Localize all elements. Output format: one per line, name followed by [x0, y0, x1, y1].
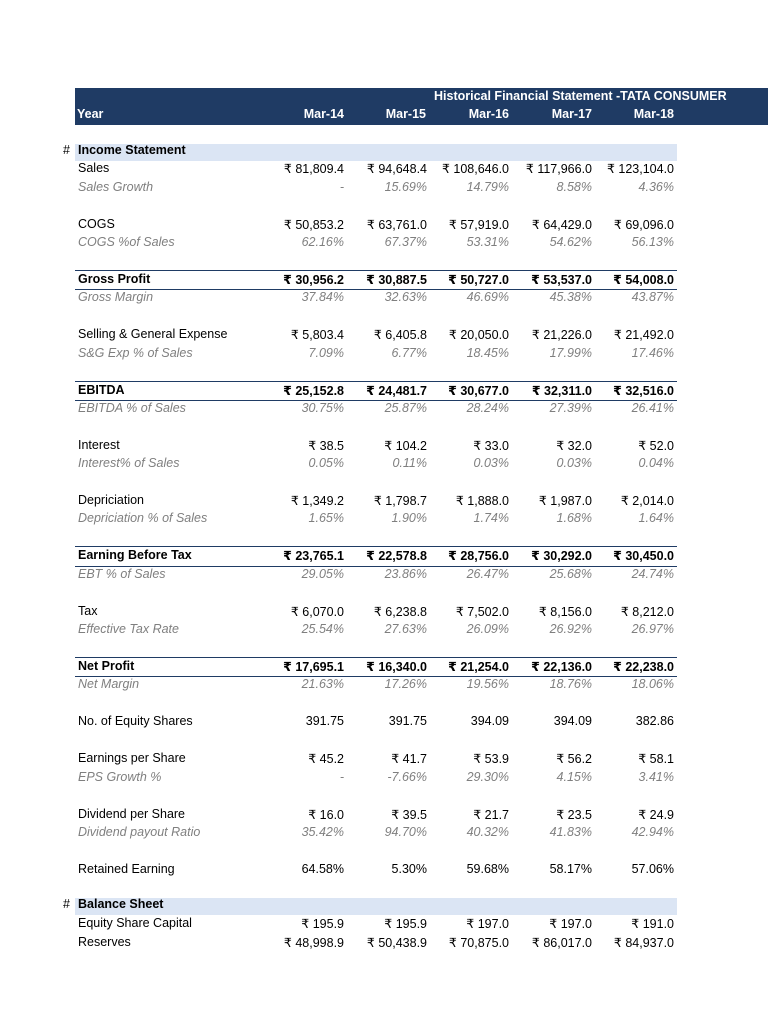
cell-ebitda-mar-14: ₹ 25,152.8: [283, 383, 344, 398]
cell-cogs-mar-17: ₹ 64,429.0: [531, 217, 592, 232]
cell-depriciation-mar-17: ₹ 1,987.0: [538, 494, 592, 509]
row-label-ebitda-of-sales: EBITDA % of Sales: [78, 400, 186, 415]
row-label-net-margin: Net Margin: [78, 677, 140, 692]
cell-earnings-per-share-mar-14: ₹ 45.2: [308, 752, 344, 767]
cell-dividend-per-share-mar-14: ₹ 16.0: [308, 807, 344, 822]
cell-earning-before-tax-mar-17: ₹ 30,292.0: [531, 549, 592, 564]
cell-equity-share-capital-mar-15: ₹ 195.9: [384, 917, 427, 932]
cell-retained-earning-mar-14: 64.58%: [301, 861, 344, 876]
divider-top-ebitda: [75, 381, 677, 382]
row-label-sales-growth: Sales Growth: [78, 179, 154, 194]
cell-sales-mar-17: ₹ 117,966.0: [525, 162, 592, 177]
cell-interest-mar-14: ₹ 38.5: [308, 438, 344, 453]
cell-dividend-payout-ratio-mar-18: 42.94%: [631, 824, 674, 839]
row-label-equity-share-capital: Equity Share Capital: [78, 916, 192, 931]
cell-ebitda-mar-15: ₹ 24,481.7: [366, 383, 427, 398]
cell-gross-profit-mar-16: ₹ 50,727.0: [448, 272, 509, 287]
cell-earning-before-tax-mar-16: ₹ 28,756.0: [448, 549, 509, 564]
cell-ebitda-mar-17: ₹ 32,311.0: [531, 383, 592, 398]
divider-bottom-ebitda: [75, 400, 677, 401]
cell-selling-general-expense-mar-14: ₹ 5,803.4: [290, 328, 344, 343]
cell-earnings-per-share-mar-15: ₹ 41.7: [391, 752, 427, 767]
cell-interest-of-sales-mar-17: 0.03%: [556, 456, 592, 471]
cell-eps-growth-mar-18: 3.41%: [638, 769, 674, 784]
divider-top-gross-profit: [75, 270, 677, 271]
cell-depriciation-of-sales-mar-17: 1.68%: [556, 511, 592, 526]
row-label-effective-tax-rate: Effective Tax Rate: [78, 622, 179, 636]
cell-no-of-equity-shares-mar-14: 391.75: [305, 714, 344, 729]
year-header-mar-18: Mar-18: [633, 107, 674, 121]
cell-interest-mar-17: ₹ 32.0: [556, 438, 592, 453]
row-label-sales: Sales: [78, 161, 110, 176]
cell-dividend-per-share-mar-18: ₹ 24.9: [638, 807, 674, 822]
cell-sales-mar-16: ₹ 108,646.0: [441, 162, 509, 177]
row-label-earning-before-tax: Earning Before Tax: [78, 548, 192, 563]
cell-effective-tax-rate-mar-17: 26.92%: [549, 622, 592, 636]
cell-net-margin-mar-17: 18.76%: [549, 677, 592, 692]
cell-reserves-mar-14: ₹ 48,998.9: [283, 936, 344, 951]
cell-dividend-per-share-mar-17: ₹ 23.5: [556, 807, 592, 822]
cell-ebt-of-sales-mar-15: 23.86%: [384, 566, 427, 581]
cell-s-g-exp-of-sales-mar-15: 6.77%: [391, 345, 427, 360]
cell-cogs-mar-16: ₹ 57,919.0: [448, 217, 509, 232]
cell-net-margin-mar-18: 18.06%: [631, 677, 674, 692]
cell-ebitda-of-sales-mar-15: 25.87%: [384, 400, 427, 415]
year-column-header: Year: [77, 107, 104, 121]
cell-gross-margin-mar-18: 43.87%: [631, 290, 674, 305]
row-label-net-profit: Net Profit: [78, 659, 135, 673]
cell-eps-growth-mar-15: -7.66%: [387, 769, 427, 784]
cell-no-of-equity-shares-mar-18: 382.86: [635, 714, 674, 729]
balance-sheet-marker: #: [63, 897, 70, 911]
divider-bottom-earning-before-tax: [75, 566, 677, 567]
cell-depriciation-mar-16: ₹ 1,888.0: [455, 494, 509, 509]
row-label-selling-general-expense: Selling & General Expense: [78, 327, 228, 342]
row-label-depriciation-of-sales: Depriciation % of Sales: [78, 511, 208, 526]
cell-dividend-per-share-mar-15: ₹ 39.5: [391, 807, 427, 822]
cell-equity-share-capital-mar-17: ₹ 197.0: [549, 917, 592, 932]
row-label-interest-of-sales: Interest% of Sales: [78, 456, 180, 471]
cell-eps-growth-mar-17: 4.15%: [556, 769, 592, 784]
cell-eps-growth-mar-14: -: [339, 769, 344, 784]
cell-equity-share-capital-mar-16: ₹ 197.0: [466, 917, 509, 932]
cell-eps-growth-mar-16: 29.30%: [466, 769, 509, 784]
year-header-mar-15: Mar-15: [385, 107, 426, 121]
cell-ebitda-mar-16: ₹ 30,677.0: [448, 383, 509, 398]
year-header-mar-14: Mar-14: [303, 107, 344, 121]
cell-depriciation-mar-18: ₹ 2,014.0: [620, 494, 674, 509]
row-label-gross-profit: Gross Profit: [78, 271, 151, 286]
cell-interest-mar-16: ₹ 33.0: [473, 438, 509, 453]
cell-tax-mar-18: ₹ 8,212.0: [620, 604, 674, 619]
row-label-earnings-per-share: Earnings per Share: [78, 751, 186, 766]
cell-tax-mar-14: ₹ 6,070.0: [290, 604, 344, 619]
cell-effective-tax-rate-mar-15: 27.63%: [384, 622, 427, 636]
cell-depriciation-of-sales-mar-18: 1.64%: [638, 511, 674, 526]
cell-sales-growth-mar-17: 8.58%: [556, 179, 592, 194]
cell-tax-mar-15: ₹ 6,238.8: [373, 604, 427, 619]
cell-dividend-payout-ratio-mar-17: 41.83%: [549, 824, 592, 839]
cell-no-of-equity-shares-mar-17: 394.09: [553, 714, 592, 729]
cell-ebt-of-sales-mar-17: 25.68%: [549, 566, 592, 581]
cell-sales-mar-18: ₹ 123,104.0: [606, 162, 674, 177]
income-statement-marker: #: [63, 143, 70, 157]
cell-ebitda-of-sales-mar-18: 26.41%: [631, 400, 674, 415]
cell-net-profit-mar-16: ₹ 21,254.0: [448, 660, 509, 674]
cell-sales-growth-mar-14: -: [339, 179, 344, 194]
cell-net-profit-mar-18: ₹ 22,238.0: [613, 660, 674, 674]
cell-depriciation-of-sales-mar-15: 1.90%: [391, 511, 427, 526]
cell-depriciation-mar-14: ₹ 1,349.2: [290, 494, 344, 509]
row-label-eps-growth: EPS Growth %: [78, 769, 162, 784]
cell-ebitda-mar-18: ₹ 32,516.0: [613, 383, 674, 398]
cell-gross-profit-mar-15: ₹ 30,887.5: [366, 272, 427, 287]
row-label-cogs: COGS: [78, 216, 115, 231]
cell-cogs-of-sales-mar-14: 62.16%: [301, 234, 344, 249]
row-label-retained-earning: Retained Earning: [78, 861, 175, 876]
cell-earnings-per-share-mar-16: ₹ 53.9: [473, 752, 509, 767]
cell-net-margin-mar-16: 19.56%: [466, 677, 509, 692]
cell-net-margin-mar-14: 21.63%: [301, 677, 344, 692]
row-label-ebitda: EBITDA: [78, 382, 125, 397]
row-label-no-of-equity-shares: No. of Equity Shares: [78, 714, 193, 729]
cell-s-g-exp-of-sales-mar-14: 7.09%: [308, 345, 344, 360]
row-label-dividend-per-share: Dividend per Share: [78, 806, 186, 821]
cell-interest-mar-18: ₹ 52.0: [638, 438, 674, 453]
cell-depriciation-mar-15: ₹ 1,798.7: [373, 494, 427, 509]
cell-interest-of-sales-mar-15: 0.11%: [392, 456, 427, 471]
cell-dividend-payout-ratio-mar-14: 35.42%: [301, 824, 344, 839]
cell-gross-margin-mar-14: 37.84%: [301, 290, 344, 305]
cell-earning-before-tax-mar-14: ₹ 23,765.1: [283, 549, 344, 564]
statement-title: Historical Financial Statement -TATA CONSUMER: [434, 89, 727, 103]
cell-dividend-payout-ratio-mar-15: 94.70%: [384, 824, 427, 839]
cell-sales-mar-15: ₹ 94,648.4: [366, 162, 427, 177]
cell-net-margin-mar-15: 17.26%: [384, 677, 427, 692]
cell-ebitda-of-sales-mar-16: 28.24%: [466, 400, 509, 415]
cell-cogs-of-sales-mar-18: 56.13%: [631, 234, 674, 249]
row-label-dividend-payout-ratio: Dividend payout Ratio: [78, 824, 201, 839]
year-header-mar-17: Mar-17: [551, 107, 592, 121]
cell-ebitda-of-sales-mar-17: 27.39%: [549, 400, 592, 415]
row-label-interest: Interest: [78, 437, 120, 452]
cell-cogs-of-sales-mar-17: 54.62%: [549, 234, 592, 249]
cell-interest-mar-15: ₹ 104.2: [384, 438, 427, 453]
row-label-depriciation: Depriciation: [78, 493, 145, 508]
cell-depriciation-of-sales-mar-14: 1.65%: [308, 511, 344, 526]
cell-earnings-per-share-mar-18: ₹ 58.1: [638, 752, 674, 767]
divider-bottom-gross-profit: [75, 289, 677, 290]
cell-selling-general-expense-mar-18: ₹ 21,492.0: [613, 328, 674, 343]
cell-tax-mar-17: ₹ 8,156.0: [538, 604, 592, 619]
cell-reserves-mar-17: ₹ 86,017.0: [531, 936, 592, 951]
cell-gross-profit-mar-14: ₹ 30,956.2: [283, 272, 344, 287]
balance-sheet-band: [75, 898, 677, 915]
cell-no-of-equity-shares-mar-16: 394.09: [470, 714, 509, 729]
cell-net-profit-mar-14: ₹ 17,695.1: [283, 660, 344, 674]
row-label-cogs-of-sales: COGS %of Sales: [78, 234, 175, 249]
cell-retained-earning-mar-16: 59.68%: [466, 861, 509, 876]
row-label-gross-margin: Gross Margin: [78, 290, 154, 305]
cell-cogs-mar-14: ₹ 50,853.2: [283, 217, 344, 232]
cell-interest-of-sales-mar-16: 0.03%: [473, 456, 509, 471]
balance-sheet-title: Balance Sheet: [78, 897, 164, 911]
cell-ebitda-of-sales-mar-14: 30.75%: [301, 400, 344, 415]
cell-cogs-of-sales-mar-15: 67.37%: [384, 234, 427, 249]
cell-retained-earning-mar-15: 5.30%: [391, 861, 427, 876]
cell-equity-share-capital-mar-14: ₹ 195.9: [301, 917, 344, 932]
cell-net-profit-mar-17: ₹ 22,136.0: [531, 660, 592, 674]
cell-gross-margin-mar-16: 46.69%: [466, 290, 509, 305]
cell-dividend-per-share-mar-16: ₹ 21.7: [473, 807, 509, 822]
cell-ebt-of-sales-mar-14: 29.05%: [301, 566, 344, 581]
cell-s-g-exp-of-sales-mar-16: 18.45%: [466, 345, 509, 360]
income-statement-title: Income Statement: [78, 143, 186, 157]
cell-effective-tax-rate-mar-16: 26.09%: [466, 622, 509, 636]
row-label-s-g-exp-of-sales: S&G Exp % of Sales: [78, 345, 193, 360]
cell-sales-growth-mar-15: 15.69%: [384, 179, 427, 194]
cell-gross-margin-mar-17: 45.38%: [549, 290, 592, 305]
cell-s-g-exp-of-sales-mar-18: 17.46%: [631, 345, 674, 360]
cell-cogs-of-sales-mar-16: 53.31%: [466, 234, 509, 249]
cell-depriciation-of-sales-mar-16: 1.74%: [473, 511, 509, 526]
cell-reserves-mar-16: ₹ 70,875.0: [448, 936, 509, 951]
cell-retained-earning-mar-18: 57.06%: [631, 861, 674, 876]
year-header-mar-16: Mar-16: [468, 107, 509, 121]
cell-sales-growth-mar-18: 4.36%: [638, 179, 674, 194]
cell-effective-tax-rate-mar-14: 25.54%: [301, 622, 344, 636]
cell-sales-growth-mar-16: 14.79%: [466, 179, 509, 194]
divider-top-net-profit: [75, 657, 677, 658]
cell-selling-general-expense-mar-15: ₹ 6,405.8: [373, 328, 427, 343]
cell-earning-before-tax-mar-15: ₹ 22,578.8: [366, 549, 427, 564]
cell-earning-before-tax-mar-18: ₹ 30,450.0: [613, 549, 674, 564]
cell-reserves-mar-15: ₹ 50,438.9: [366, 936, 427, 951]
cell-gross-margin-mar-15: 32.63%: [384, 290, 427, 305]
row-label-tax: Tax: [78, 603, 98, 618]
cell-selling-general-expense-mar-17: ₹ 21,226.0: [531, 328, 592, 343]
cell-gross-profit-mar-17: ₹ 53,537.0: [531, 272, 592, 287]
cell-net-profit-mar-15: ₹ 16,340.0: [366, 660, 427, 674]
divider-top-earning-before-tax: [75, 546, 677, 547]
cell-selling-general-expense-mar-16: ₹ 20,050.0: [448, 328, 509, 343]
cell-tax-mar-16: ₹ 7,502.0: [455, 604, 509, 619]
cell-interest-of-sales-mar-18: 0.04%: [638, 456, 674, 471]
cell-ebt-of-sales-mar-18: 24.74%: [631, 566, 674, 581]
cell-reserves-mar-18: ₹ 84,937.0: [613, 936, 674, 951]
cell-interest-of-sales-mar-14: 0.05%: [308, 456, 344, 471]
cell-gross-profit-mar-18: ₹ 54,008.0: [613, 272, 674, 287]
cell-cogs-mar-18: ₹ 69,096.0: [613, 217, 674, 232]
cell-no-of-equity-shares-mar-15: 391.75: [388, 714, 427, 729]
cell-earnings-per-share-mar-17: ₹ 56.2: [556, 752, 592, 767]
cell-retained-earning-mar-17: 58.17%: [549, 861, 592, 876]
cell-ebt-of-sales-mar-16: 26.47%: [466, 566, 509, 581]
cell-effective-tax-rate-mar-18: 26.97%: [631, 622, 674, 636]
cell-s-g-exp-of-sales-mar-17: 17.99%: [549, 345, 592, 360]
row-label-ebt-of-sales: EBT % of Sales: [78, 566, 166, 581]
divider-bottom-net-profit: [75, 676, 677, 677]
cell-equity-share-capital-mar-18: ₹ 191.0: [631, 917, 674, 932]
row-label-reserves: Reserves: [78, 935, 131, 950]
cell-sales-mar-14: ₹ 81,809.4: [283, 162, 344, 177]
cell-dividend-payout-ratio-mar-16: 40.32%: [466, 824, 509, 839]
cell-cogs-mar-15: ₹ 63,761.0: [366, 217, 427, 232]
